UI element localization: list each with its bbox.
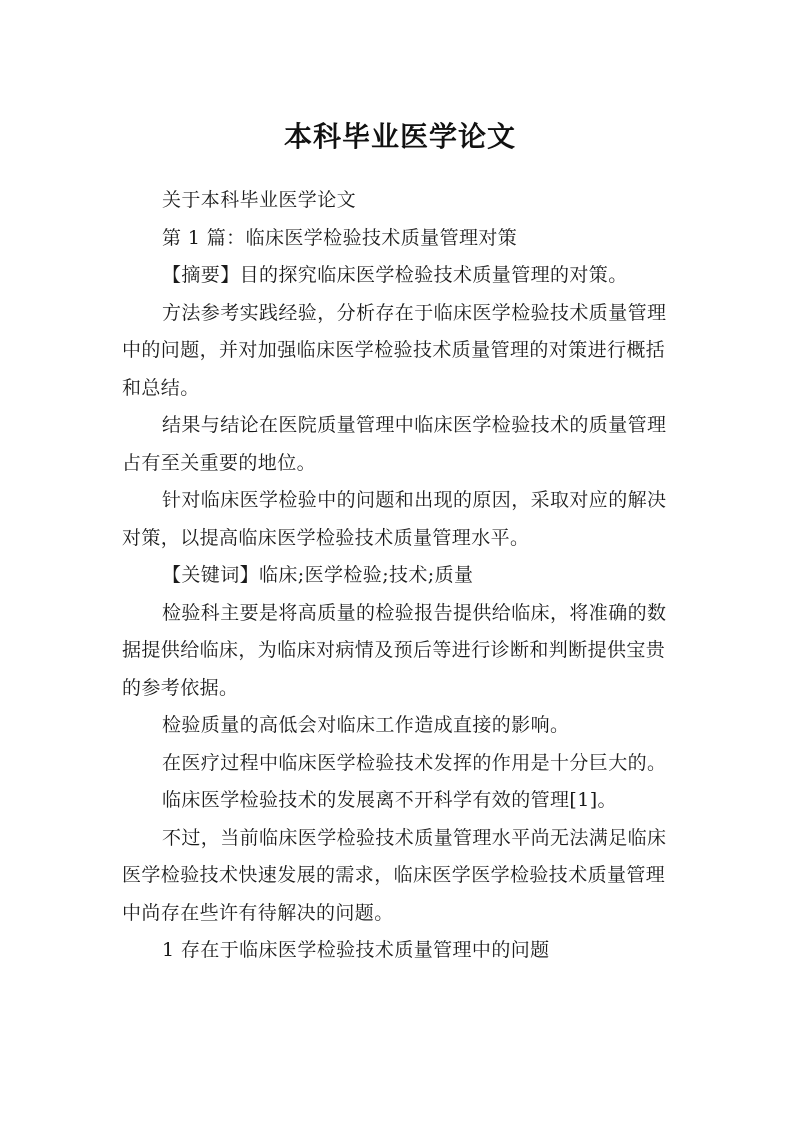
document-body [122,182,684,970]
paragraph: 不过，当前临床医学检验技术质量管理水平尚无法满足临床医学检验技术快速发展的需求，临床医学医学检验技术质量管理中尚存在些许有待解决的问题。 [122,826,667,924]
paragraph: 关于本科毕业医学论文 [162,189,357,211]
paragraph: 临床医学检验技术的发展离不开科学有效的管理[1]。 [162,789,617,811]
paragraph: 在医疗过程中临床医学检验技术发挥的作用是十分巨大的。 [162,751,667,774]
section-heading: 1 存在于临床医学检验技术质量管理中的问题 [162,939,550,961]
paragraph: 检验科主要是将高质量的检验报告提供给临床，将准确的数据提供给临床，为临床对病情及预后等进行诊断和判断提供宝贵的参考依据。 [122,601,667,699]
document-title: 本科毕业医学论文 [283,119,516,153]
paragraph: 【关键词】临床;医学检验;技术;质量 [162,564,474,586]
paragraph: 方法参考实践经验，分析存在于临床医学检验技术质量管理中的问题，并对加强临床医学检验技术质量管理的对策进行概括和总结。 [122,301,667,399]
paragraph: 第 1 篇：临床医学检验技术质量管理对策 [162,226,518,249]
paragraph: 检验质量的高低会对临床工作造成直接的影响。 [162,714,570,736]
paragraph: 【摘要】目的探究临床医学检验技术质量管理的对策。 [162,264,628,286]
paragraph: 结果与结论在医院质量管理中临床医学检验技术的质量管理占有至关重要的地位。 [122,414,667,474]
paragraph: 针对临床医学检验中的问题和出现的原因，采取对应的解决对策，以提高临床医学检验技术质量管理水平。 [122,489,667,549]
